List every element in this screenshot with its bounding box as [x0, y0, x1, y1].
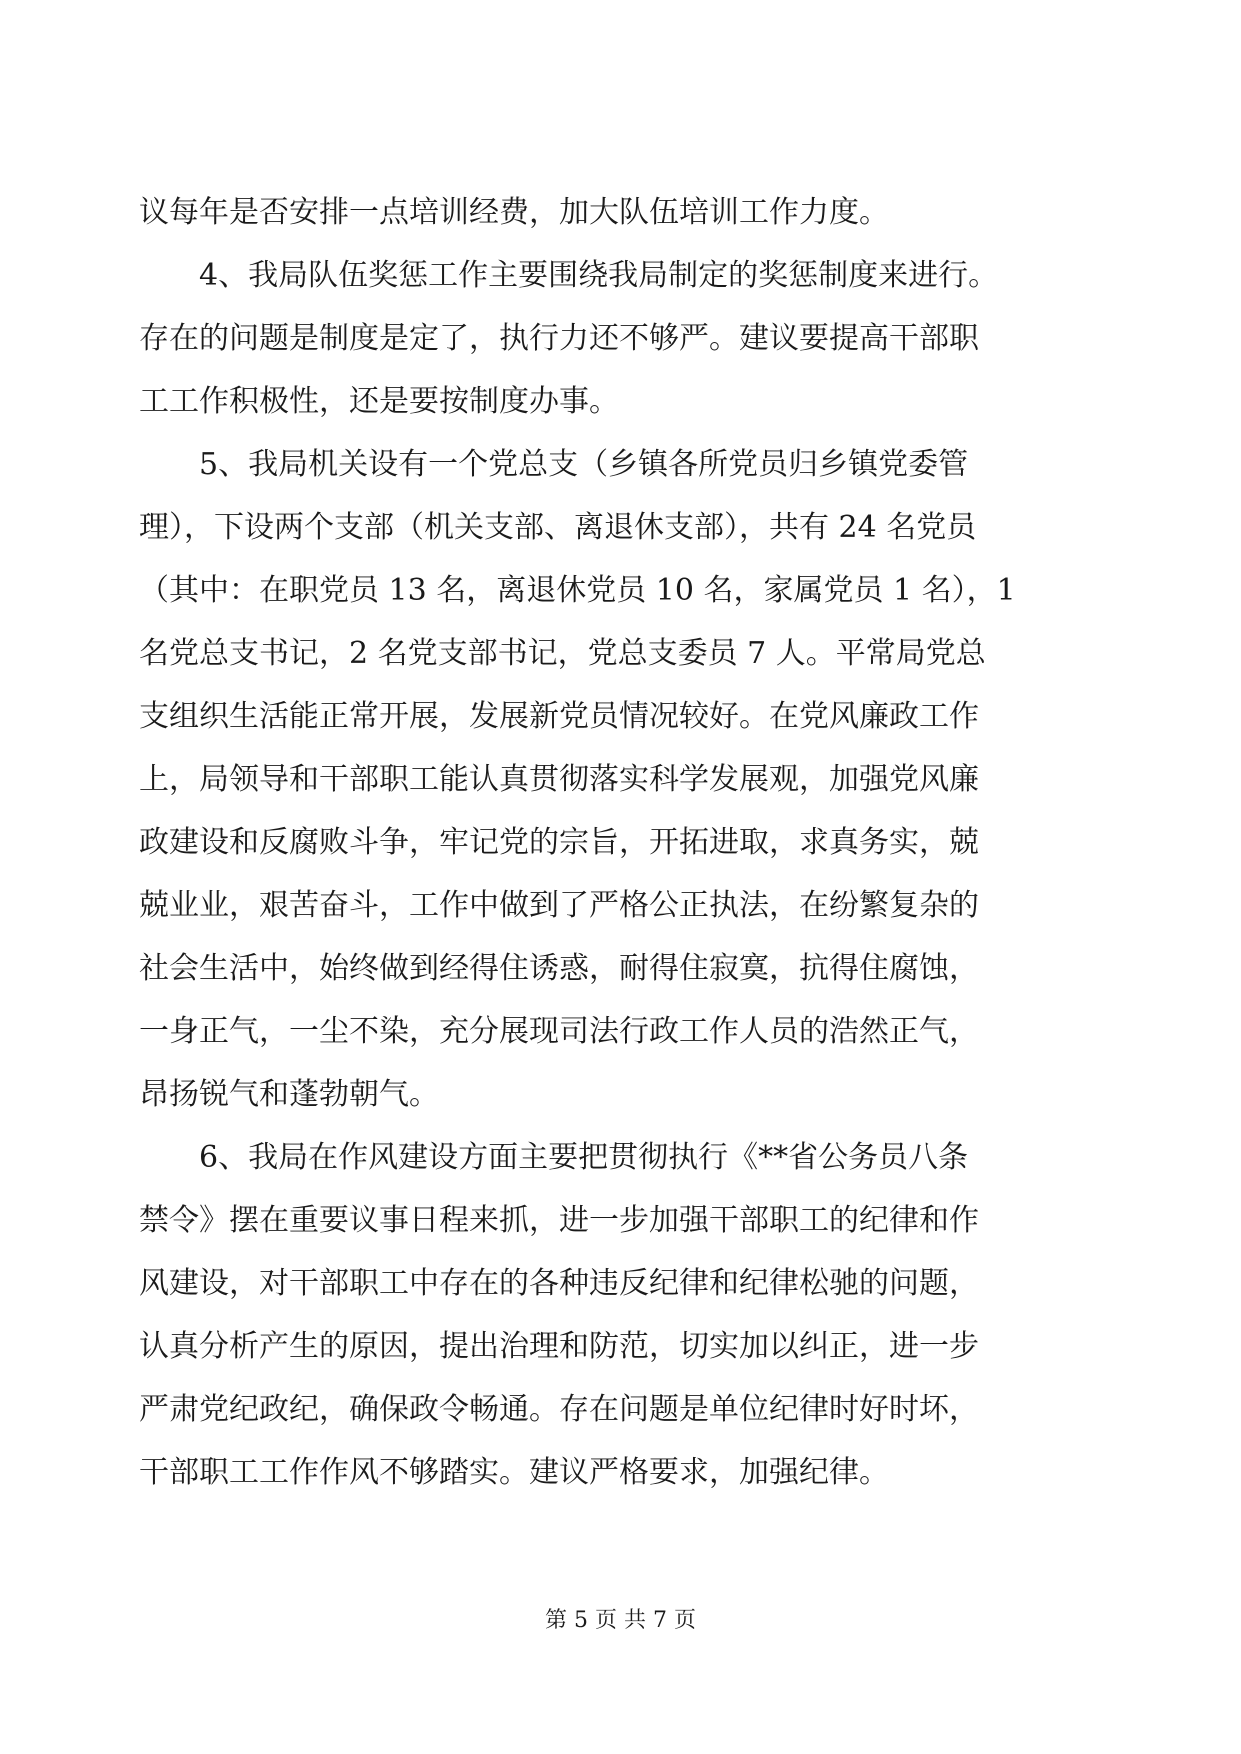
- text-line: 5、我局机关设有一个党总支（乡镇各所党员归乡镇党委管: [139, 447, 969, 482]
- text-line: （其中：在职党员 13 名，离退休党员 10 名，家属党员 1 名），1: [139, 573, 1016, 608]
- text-line: 议每年是否安排一点培训经费，加大队伍培训工作力度。: [139, 195, 889, 230]
- text-line: 支组织生活能正常开展，发展新党员情况较好。在党风廉政工作: [139, 699, 979, 734]
- text-line: 政建设和反腐败斗争，牢记党的宗旨，开拓进取，求真务实，兢: [139, 825, 979, 860]
- text-line: 兢业业，艰苦奋斗，工作中做到了严格公正执法，在纷繁复杂的: [139, 888, 979, 923]
- text-line: 认真分析产生的原因，提出治理和防范，切实加以纠正，进一步: [139, 1329, 979, 1364]
- text-line: 禁令》摆在重要议事日程来抓，进一步加强干部职工的纪律和作: [139, 1203, 979, 1238]
- text-line: 风建设，对干部职工中存在的各种违反纪律和纪律松驰的问题，: [139, 1266, 979, 1301]
- text-line: 严肃党纪政纪，确保政令畅通。存在问题是单位纪律时好时坏，: [139, 1392, 979, 1427]
- text-line: 干部职工工作作风不够踏实。建议严格要求，加强纪律。: [139, 1455, 889, 1490]
- text-line: 工工作积极性，还是要按制度办事。: [139, 384, 619, 419]
- text-line: 理），下设两个支部（机关支部、离退休支部），共有 24 名党员: [139, 510, 977, 545]
- text-line: 昂扬锐气和蓬勃朝气。: [139, 1077, 439, 1112]
- text-line: 4、我局队伍奖惩工作主要围绕我局制定的奖惩制度来进行。: [139, 258, 999, 293]
- text-line: 社会生活中，始终做到经得住诱惑，耐得住寂寞，抗得住腐蚀，: [139, 951, 979, 986]
- text-line: 上，局领导和干部职工能认真贯彻落实科学发展观，加强党风廉: [139, 762, 979, 797]
- text-line: 6、我局在作风建设方面主要把贯彻执行《**省公务员八条: [139, 1140, 969, 1175]
- page-footer: 第 5 页 共 7 页: [545, 1608, 696, 1633]
- text-line: 存在的问题是制度是定了，执行力还不够严。建议要提高干部职: [139, 321, 979, 356]
- text-line: 一身正气，一尘不染，充分展现司法行政工作人员的浩然正气，: [139, 1014, 979, 1049]
- text-line: 名党总支书记，2 名党支部书记，党总支委员 7 人。平常局党总: [139, 636, 986, 671]
